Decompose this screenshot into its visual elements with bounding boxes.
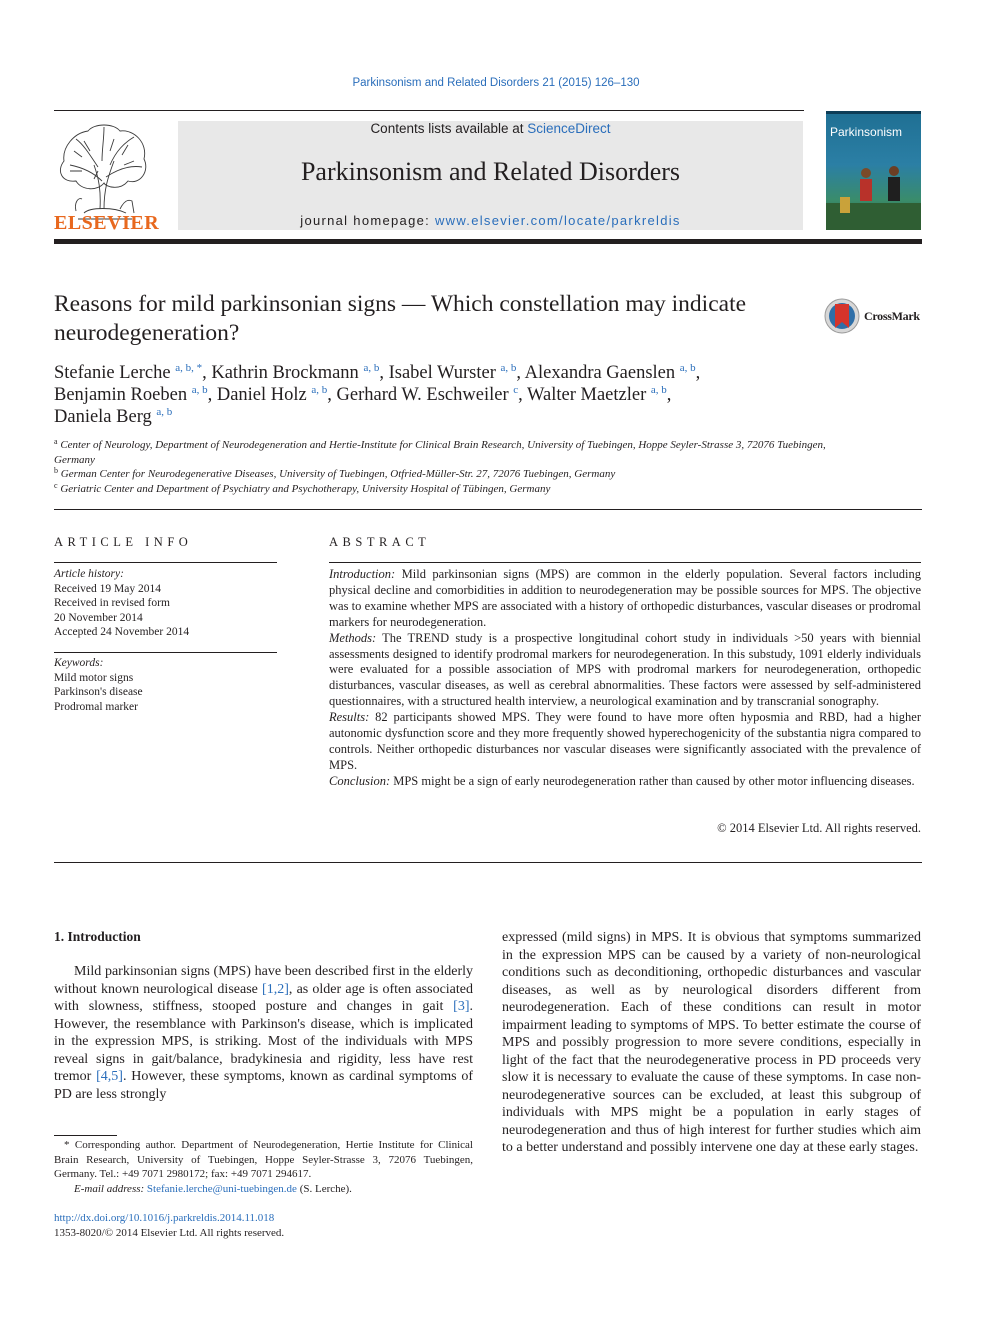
affiliation-text: German Center for Neurodegenerative Diseases, University of Tuebingen, Otfried-Müller-Str. 27, 72076 Tuebingen, Germany — [60, 468, 616, 480]
abstract-methods — [329, 631, 921, 711]
cover-photo-icon — [826, 111, 921, 230]
abstract-introduction — [329, 567, 921, 631]
body-text: . However, the resemblance with Parkinson's disease, which is implicated in the expression MPS, is striking. Most of the individuals with MPS reveal signs in gait/balance, bradykinesia and rigidity, less have rest tremor — [54, 999, 473, 1084]
history-item: Received 19 May 2014 — [54, 582, 161, 595]
author-affiliation-marks[interactable]: a, b — [679, 362, 696, 374]
keyword-item: Mild motor signs — [54, 671, 134, 684]
author-separator: , — [207, 385, 217, 405]
author-affiliation-marks[interactable]: a, b — [500, 362, 517, 374]
author[interactable] — [337, 385, 528, 405]
author[interactable] — [54, 363, 211, 383]
abstract-body — [329, 567, 921, 790]
author-separator: , — [695, 363, 701, 383]
abstract-label: Results: — [329, 710, 370, 725]
contents-line — [178, 121, 803, 136]
divider — [54, 652, 277, 653]
author-name[interactable]: Alexandra Gaenslen — [524, 363, 676, 383]
affiliation-text: Center of Neurology, Department of Neurodegeneration and Hertie-Institute for Clinical Brain Research, University of Tuebingen, Hoppe Seyler-Strasse 3, 72076 Tuebingen, Germany — [54, 439, 826, 466]
contents-prefix: Contents lists available at — [370, 121, 528, 136]
history-item: 20 November 2014 — [54, 611, 143, 624]
abstract-label: Methods: — [329, 630, 377, 645]
affiliation-mark: b — [54, 466, 58, 475]
issn-line: 1353-8020/© 2014 Elsevier Ltd. All rights reserved. — [54, 1227, 285, 1239]
affiliation-text: Geriatric Center and Department of Psychiatry and Psychotherapy, University Hospital of Tübingen, Germany — [60, 482, 551, 495]
author-name[interactable]: Kathrin Brockmann — [211, 363, 359, 383]
body-text: , as older age is often associated with slowness, stiffness, stooped posture and changes in gait — [54, 981, 473, 1014]
author-separator: , — [327, 385, 337, 405]
author-name[interactable]: Daniela Berg — [54, 407, 152, 427]
body-paragraph-left — [54, 963, 473, 1103]
author-separator: , — [666, 385, 672, 405]
author-name[interactable]: Isabel Wurster — [388, 363, 496, 383]
journal-cover-thumbnail[interactable] — [826, 111, 921, 230]
email-line — [54, 1182, 473, 1197]
author-affiliation-marks[interactable]: a, b — [191, 384, 208, 396]
abstract-conclusion — [329, 774, 921, 790]
header-thick-rule — [54, 239, 922, 244]
author-affiliation-marks[interactable]: a, b — [311, 384, 328, 396]
abstract-text: MPS might be a sign of early neurodegeneration rather than caused by other motor influencing diseases. — [390, 773, 915, 788]
keyword-item: Parkinson's disease — [54, 686, 143, 698]
keywords-label: Keywords: — [54, 657, 104, 669]
journal-citation[interactable]: Parkinsonism and Related Disorders 21 (2015) 126–130 — [352, 77, 640, 89]
corresponding-author-note: * Corresponding author. Department of Neurodegeneration, Hertie Institute for Clinical Brain Research, University of Tuebingen, Hoppe Seyler-Strasse 3, 72076 Tuebingen, Germany. Tel.: +49 7071 2980172; fax: +49 7071 294617. — [54, 1139, 473, 1180]
abstract-results — [329, 710, 921, 774]
body-text: . However, these symptoms, known as cardinal symptoms of PD are less strongly — [54, 1069, 473, 1102]
author-list — [54, 362, 834, 428]
article-history — [54, 567, 277, 640]
affiliation — [54, 467, 834, 482]
author-name[interactable]: Gerhard W. Eschweiler — [336, 385, 509, 405]
header-rule — [54, 110, 804, 111]
author-name[interactable]: Daniel Holz — [216, 385, 307, 405]
affiliation — [54, 438, 834, 467]
author-separator: , — [202, 363, 212, 383]
body-text: Mild parkinsonian signs (MPS) have been described first in the elderly without known neurological disease — [54, 964, 473, 997]
affiliation — [54, 482, 834, 497]
copyright-notice: © 2014 Elsevier Ltd. All rights reserved. — [717, 821, 921, 835]
affiliation-mark: c — [54, 480, 58, 490]
author[interactable] — [527, 385, 671, 405]
divider — [54, 862, 922, 863]
author[interactable] — [54, 407, 172, 427]
abstract-label: Introduction: — [329, 567, 396, 581]
divider — [329, 562, 921, 563]
footnote-rule — [54, 1135, 117, 1136]
author-separator: , — [518, 385, 528, 405]
abstract-text: Mild parkinsonian signs (MPS) are common in the elderly population. Several factors including physical decline and comorbidities in addition to neurodegeneration may be possible sources for MPS. The objective was to examine whether MPS are associated with a history of orthopedic disturbances, vascular diseases or prodromal markers for neurodegeneration. — [329, 567, 921, 629]
affiliation-list — [54, 438, 834, 496]
author-affiliation-marks[interactable]: a, b, * — [175, 362, 203, 374]
divider — [54, 562, 277, 563]
affiliation-mark: a — [54, 437, 58, 446]
doi-block — [54, 1211, 284, 1241]
journal-masthead — [178, 121, 803, 230]
footnote — [54, 1138, 473, 1196]
journal-title: Parkinsonism and Related Disorders — [300, 157, 681, 186]
citation-link[interactable]: [1,2] — [262, 981, 289, 997]
author-affiliation-marks[interactable]: a, b — [650, 384, 667, 396]
author-separator: , — [516, 363, 525, 383]
abstract-label: Conclusion: — [329, 773, 391, 788]
cover-title: Parkinsonism — [830, 125, 903, 139]
author[interactable] — [211, 363, 388, 383]
doi-link[interactable]: http://dx.doi.org/10.1016/j.parkreldis.2014.11.018 — [54, 1212, 275, 1224]
author-affiliation-marks[interactable]: c — [513, 384, 519, 396]
author-affiliation-marks[interactable]: a, b — [156, 406, 173, 418]
abstract-heading: ABSTRACT — [329, 535, 431, 549]
section-heading: 1. Introduction — [54, 929, 141, 944]
crossmark-label[interactable]: CrossMark — [864, 309, 920, 323]
elsevier-wordmark: ELSEVIER — [54, 212, 160, 234]
divider — [54, 509, 922, 510]
citation-link[interactable]: [3] — [453, 999, 470, 1014]
email-suffix: (S. Lerche). — [296, 1182, 352, 1195]
author[interactable] — [54, 385, 217, 405]
email-link[interactable]: Stefanie.lerche@uni-tuebingen.de — [146, 1182, 297, 1195]
author-affiliation-marks[interactable]: a, b — [363, 362, 380, 374]
author-name[interactable]: Stefanie Lerche — [54, 363, 171, 383]
journal-homepage-link[interactable]: www.elsevier.com/locate/parkreldis — [434, 213, 681, 228]
author-name[interactable]: Benjamin Roeben — [54, 385, 188, 405]
article-title: Reasons for mild parkinsonian signs — Which constellation may indicate neurodegeneration? — [54, 291, 747, 346]
author-separator: , — [379, 363, 389, 383]
history-label: Article history: — [54, 568, 124, 580]
author[interactable] — [389, 363, 525, 383]
homepage-line — [178, 213, 803, 228]
citation-link[interactable]: [4,5] — [96, 1069, 123, 1084]
author-name[interactable]: Walter Maetzler — [527, 385, 647, 405]
keyword-item: Prodromal marker — [54, 700, 138, 713]
body-paragraph-right: expressed (mild signs) in MPS. It is obvious that symptoms summarized in the expression MPS can be caused by a variety of non-neurological conditions such as deconditioning, orthopedic disturbances and vascular diseases, as well as by neurological disorders different from neurodegeneration. Each of these conditions can result in motor impairment leading to symptoms of MPS. To better estimate the course of MPS and possibly progression to more severe conditions, especially in light of the fact that the neurodegenerative process in PD proceeds very slow it is necessary to evaluate the cause of these symptoms. In case non-neurodegenerative sources can be excluded, at least this subgroup of individuals with MPS might be a population in early stages of neurodegeneration and thus of high interest for further studies which aim to a better understand and possibly intervene one day at these early stages. — [502, 930, 921, 1155]
author[interactable] — [217, 385, 337, 405]
email-label: E-mail address: — [74, 1182, 147, 1195]
homepage-prefix: journal homepage: — [300, 213, 435, 228]
abstract-text: The TREND study is a prospective longitudinal cohort study in individuals >50 years with biennial assessments designed to identify prodromal markers for neurodegeneration. In this substudy, 1091 elderly individuals were evaluated for a possible association of MPS with prodromal markers for neurodegeneration, orthopedic disturbances, vascular diseases, as well as cerebral abnormalities. These factors were assessed by self-administered questionnaires, with a structured health interview, a neurological examination and by transcranial sonography. — [329, 630, 921, 709]
author[interactable] — [525, 363, 701, 383]
article-info-heading: ARTICLE INFO — [54, 535, 193, 549]
sciencedirect-link[interactable]: ScienceDirect — [527, 121, 611, 136]
history-item: Accepted 24 November 2014 — [54, 626, 190, 638]
abstract-text: 82 participants showed MPS. They were found to have more often hyposmia and RBD, had a higher autonomic dysfunction score and they more frequently showed hyperechogenicity of the substantia nigra compared to controls. Neither orthopedic disturbances nor vascular diseases were significantly associated with the prevalence of MPS. — [329, 710, 921, 772]
keyword-list — [54, 656, 277, 714]
history-item: Received in revised form — [54, 597, 170, 609]
